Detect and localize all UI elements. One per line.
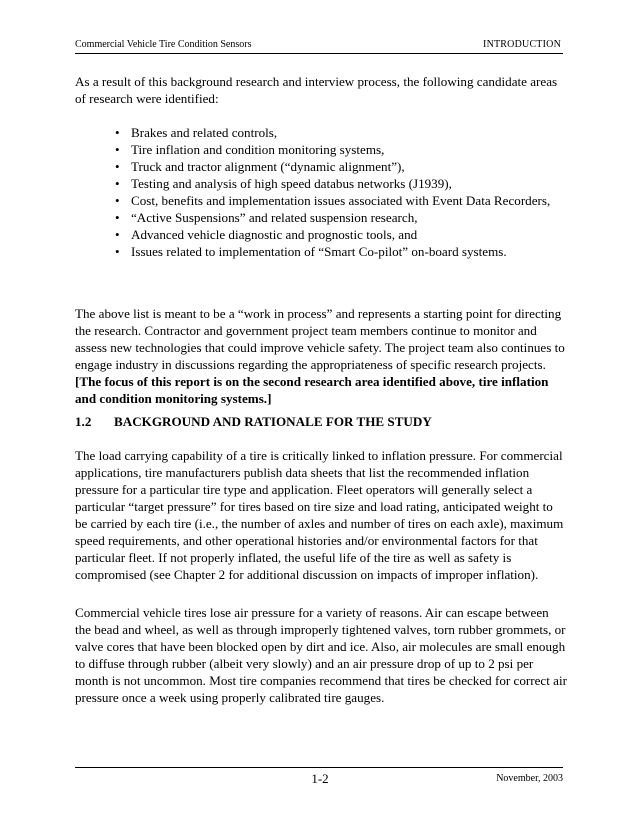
intro-paragraph: As a result of this background research and interview process, the following candidate areas of research were identified: — [75, 74, 558, 106]
list-item — [75, 192, 567, 209]
bullet-icon: • — [115, 176, 120, 191]
list-item — [75, 226, 567, 243]
header-section: INTRODUCTION — [483, 39, 561, 50]
bullet-icon: • — [115, 125, 120, 140]
bullet-icon: • — [115, 142, 120, 157]
list-item — [75, 243, 567, 260]
report-focus-statement: [The focus of this report is on the second research area identified above, tire inflation and condition monitoring systems.] — [75, 374, 549, 406]
section-heading — [75, 413, 567, 430]
list-item — [75, 141, 567, 158]
running-header — [75, 39, 563, 54]
bullet-icon: • — [115, 244, 120, 259]
bullet-icon: • — [115, 210, 120, 225]
section-title: BACKGROUND AND RATIONALE FOR THE STUDY — [114, 414, 432, 429]
list-commentary-text: The above list is meant to be a “work in process” and represents a starting point for directing the research. Contractor and government project team members continue to monitor and assess new technologies that could improve vehicle safety. The project team also continues to engage industry in discussions regarding the appropriateness of specific research projects. — [75, 306, 565, 372]
bullet-icon: • — [115, 159, 120, 174]
list-item-text: “Active Suspensions” and related suspension research, — [131, 210, 418, 225]
list-item-text: Tire inflation and condition monitoring systems, — [131, 142, 385, 157]
background-paragraph-1: The load carrying capability of a tire is critically linked to inflation pressure. For commercial applications, tire manufacturers publish data sheets that list the recommended inflation pressure for a particular tire type and application. Fleet operators will generally select a particular “target pressure” for tires based on tire size and load rating, anticipated weight to be carried by each tire (i.e., the number of axles and number of tires on each axle), maximum speed requirements, and other operational histories and/or environmental factors for that particular fleet. If not properly inflated, the useful life of the tire as well as safety is compromised (see Chapter 2 for additional discussion on impacts of improper inflation). — [75, 448, 564, 582]
bullet-icon: • — [115, 227, 120, 242]
list-item — [75, 158, 567, 175]
background-paragraph-2: Commercial vehicle tires lose air pressure for a variety of reasons. Air can escape between the bead and wheel, as well as through improperly tightened valves, torn rubber grommets, or valve cores that have been blocked open by dirt and ice. Also, air molecules are small enough to diffuse through rubber (albeit very slowly) and an air pressure drop of up to 2 psi per month is not uncommon. Most tire companies recommend that tires be checked for correct air pressure once a week using properly calibrated tire gauges. — [75, 605, 567, 705]
page-number: 1-2 — [311, 771, 329, 786]
research-areas-list — [75, 124, 567, 260]
list-item-text: Brakes and related controls, — [131, 125, 278, 140]
list-item-text: Advanced vehicle diagnostic and prognostic tools, and — [131, 227, 418, 242]
footer-date: November, 2003 — [496, 773, 563, 784]
list-item-text: Cost, benefits and implementation issues associated with Event Data Recorders, — [131, 193, 551, 208]
list-item — [75, 175, 567, 192]
list-item-text: Testing and analysis of high speed databus networks (J1939), — [131, 176, 452, 191]
footer-divider — [75, 767, 563, 768]
list-item-text: Truck and tractor alignment (“dynamic alignment”), — [131, 159, 405, 174]
list-item-text: Issues related to implementation of “Smart Co-pilot” on-board systems. — [131, 244, 507, 259]
header-title: Commercial Vehicle Tire Condition Sensors — [75, 39, 252, 50]
section-number: 1.2 — [75, 414, 92, 429]
bullet-icon: • — [115, 193, 120, 208]
list-commentary-paragraph — [75, 305, 567, 407]
list-item — [75, 124, 567, 141]
list-item — [75, 209, 567, 226]
